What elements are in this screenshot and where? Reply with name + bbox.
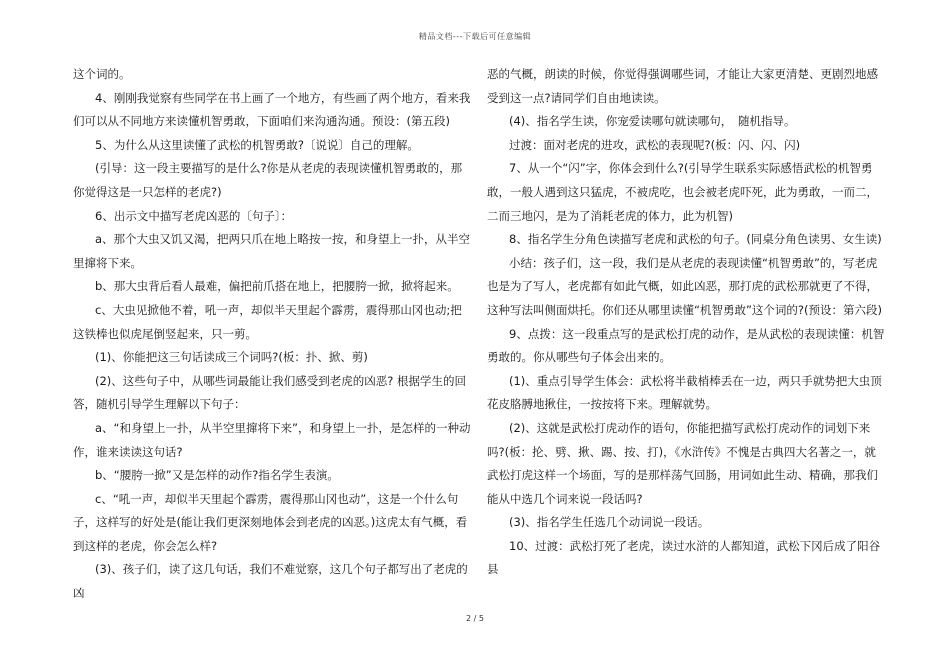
paragraph: 7、从一个“闪”字，你体会到什么?(引导学生联系实际感悟武松的机智勇敢，一般人遇到这只猛虎，不被虎吃，也会被老虎吓死，此为勇敢，一而二，二而三地闪，是为了消耗老虎的体力，此为机智) [487,161,878,223]
paragraph: b、“腰胯一掀”又是怎样的动作?指名学生表演。 [95,468,339,483]
page-number: 2 / 5 [466,614,484,623]
paragraph: (3)、孩子们，读了这几句话，我们不难觉察，这几个句子都写出了老虎的凶 [73,562,468,601]
paragraph: a、那个大虫又饥又渴，把两只爪在地上略按一按，和身望上一扑，从半空里撺将下来。 [73,232,471,270]
paragraph: c、大虫见掀他不着，吼一声，却似半天里起个霹雳，震得那山冈也动;把这铁棒也似虎尾倒竖起来，只一剪。 [73,302,462,341]
paragraph: (2)、这些句子中，从哪些词最能让我们感受到老虎的凶恶? 根据学生的回答，随机引导学生理解以下句子： [73,373,467,412]
paragraph: (1)、你能把这三句话读成三个词吗?(板：扑、掀、剪) [95,350,368,365]
paragraph: 6、出示文中描写老虎凶恶的〔句子〕： [95,208,293,223]
paragraph: c、“吼一声，却似半天里起个霹雳，震得那山冈也动”，这是一个什么句子，这样写的好处是(能让我们更深刻地体会到老虎的凶恶。)这虎太有气概，看到这样的老虎，你会怎么样? [73,491,468,553]
page-header: 精品文档---下载后可任意编辑 [418,32,532,41]
paragraph: 10、过渡：武松打死了老虎，读过水浒的人都知道，武松下冈后成了阳谷县 [487,538,881,577]
paragraph: 这个词的。 [73,67,131,81]
paragraph: (4)、指名学生读，你宠爱读哪句就读哪句， 随机指导。 [509,114,796,129]
paragraph: (1)、重点引导学生体会：武松将半截梢棒丢在一边，两只手就势把大虫顶花皮胳膊地揪住，一按按将下来。理解就势。 [487,373,882,412]
paragraph: 过渡：面对老虎的进攻，武松的表现呢?(板：闪、闪、闪) [509,137,801,152]
paragraph: a、“和身望上一扑，从半空里撺将下来”，和身望上一扑，是怎样的一种动作，谁来读读这句话? [73,420,471,459]
left-column [73,63,473,606]
paragraph: (2)、这就是武松打虎动作的语句，你能把描写武松打虎动作的词划下来吗?(板：抡、劈、揪、踢、按、打)，《水浒传》不愧是古典四大名著之一，就武松打虎这样一个场面，写的是那样荡气回肠，用词如此生动、精确，那我们能从中选几个词来说一段话吗? [487,420,878,506]
paragraph: 5、为什么从这里读懂了武松的机智勇敢?〔说说〕自己的理解。 [95,137,419,152]
paragraph: b、那大虫背后看人最难，偏把前爪搭在地上，把腰胯一掀，掀将起来。 [95,279,459,294]
paragraph: 8、指名学生分角色读描写老虎和武松的句子。(同桌分角色读男、女生读) [509,232,882,247]
paragraph: (引导：这一段主要描写的是什么?你是从老虎的表现读懂机智勇敢的，那你觉得这是一只怎样的老虎?) [73,161,463,199]
paragraph: 小结：孩子们，这一段，我们是从老虎的表现读懂“机智勇敢”的，写老虎也是为了写人，老虎都有如此气概，如此凶恶，那打虎的武松那就更了不得，这种写法叫侧面烘托。你们还从哪里读懂“机智勇敢”这个词的?(预设：第六段) [487,255,882,317]
right-column [487,63,887,582]
paragraph: (3)、指名学生任选几个动词说一段话。 [509,515,710,530]
paragraph: 4、刚刚我觉察有些同学在书上画了一个地方，有些画了两个地方，看来我们可以从不同地方来读懂机智勇敢，下面咱们来沟通沟通。预设：(第五段) [73,90,471,129]
paragraph: 9、点拨：这一段重点写的是武松打虎的动作，是从武松的表现读懂：机智勇敢的。你从哪些句子体会出来的。 [487,326,885,365]
paragraph: 恶的气概，朗读的时候，你觉得强调哪些词，才能让大家更清楚、更剧烈地感受到这一点?请同学们自由地读读。 [487,67,878,105]
